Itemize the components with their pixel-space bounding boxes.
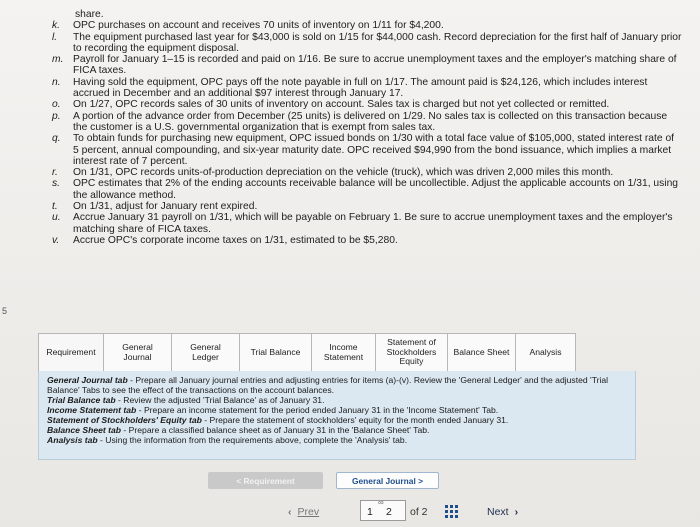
chevron-right-icon: › — [514, 506, 519, 518]
requirement-letter: v. — [52, 234, 60, 246]
page-number-1[interactable]: 1 — [367, 506, 373, 518]
tab-balance-sheet[interactable]: Balance Sheet — [448, 333, 516, 372]
instruction-line — [47, 435, 627, 445]
next-tab-button[interactable]: General Journal > — [336, 472, 439, 489]
requirement-item — [52, 54, 682, 77]
instruction-label: Statement of Stockholders' Equity tab — [47, 415, 202, 425]
requirements-lead: share. — [75, 9, 104, 20]
requirement-letter: u. — [52, 212, 61, 224]
instruction-line — [47, 395, 627, 405]
tab-analysis[interactable]: Analysis — [516, 333, 576, 372]
requirement-item — [52, 99, 682, 110]
requirement-item — [52, 77, 682, 100]
requirement-text: Accrue OPC's corporate income taxes on 1/31, estimated to be $5,280. — [73, 234, 398, 246]
requirement-text: Payroll for January 1–15 is recorded and paid on 1/16. Be sure to accrue unemployment taxes and the employer's matching share of FICA taxes. — [73, 54, 677, 77]
instruction-label: Analysis tab — [47, 435, 98, 445]
requirement-item — [52, 167, 682, 178]
requirement-letter: s. — [52, 178, 61, 190]
prev-label: Prev — [297, 506, 320, 518]
instruction-line — [47, 405, 627, 415]
instruction-label: Income Statement tab — [47, 405, 137, 415]
requirements-list — [52, 9, 682, 246]
previous-tab-button[interactable]: < Requirement — [208, 472, 323, 489]
requirement-item — [52, 201, 682, 212]
tab-requirement[interactable]: Requirement — [38, 333, 104, 372]
instructions-panel — [38, 371, 636, 460]
requirement-text: A portion of the advance order from December (25 units) is delivered on 1/29. No sales tax is collected on this transaction because the customer is a U.S. governmental organization that is exempt from sales tax. — [73, 110, 668, 133]
instruction-label: Balance Sheet tab — [47, 425, 122, 435]
requirement-letter: p. — [52, 110, 61, 122]
requirement-letter: r. — [52, 167, 58, 179]
instruction-label: General Journal tab — [47, 375, 128, 385]
requirement-text: Having sold the equipment, OPC pays off the note payable in full on 1/17. The amount paid is $24,126, which includes interest accrued in December and an additional $97 interest through January 17. — [73, 76, 648, 100]
instruction-text: - Prepare the statement of stockholders' equity for the month ended January 31. — [201, 415, 509, 425]
grid-icon[interactable] — [445, 505, 458, 518]
requirement-letter: k. — [52, 20, 61, 32]
requirement-letter: n. — [52, 76, 61, 88]
requirement-letter: m. — [52, 54, 64, 66]
link-icon: ∞ — [378, 498, 384, 507]
requirement-item — [52, 32, 682, 55]
instruction-text: - Using the information from the requirements above, complete the 'Analysis' tab. — [97, 435, 408, 445]
instruction-text: - Prepare a classified balance sheet as of January 31 in the 'Balance Sheet' Tab. — [121, 425, 430, 435]
instruction-text: - Review the adjusted 'Trial Balance' as of January 31. — [115, 395, 325, 405]
requirement-items — [52, 20, 682, 246]
requirement-item — [52, 178, 682, 201]
page-selector[interactable] — [360, 500, 406, 521]
requirement-text: Accrue January 31 payroll on 1/31, which will be payable on February 1. Be sure to accrue unemployment taxes and the employer's matching share of FICA taxes. — [73, 212, 673, 235]
requirement-letter: t. — [52, 201, 58, 213]
instruction-label: Trial Balance tab — [47, 395, 116, 405]
prev-button[interactable] — [288, 506, 319, 518]
requirement-letter: o. — [52, 99, 61, 111]
page-number-2[interactable]: 2 — [386, 506, 392, 518]
next-button[interactable] — [487, 506, 518, 518]
next-label: Next — [487, 506, 509, 518]
page-count: of 2 — [410, 506, 428, 518]
pager — [0, 500, 700, 526]
requirement-item — [52, 235, 682, 246]
instruction-line — [47, 415, 627, 425]
requirement-text: On 1/31, OPC records units-of-production depreciation on the vehicle (truck), which was driven 2,000 miles this month. — [73, 167, 614, 179]
requirement-letter: l. — [52, 31, 58, 43]
requirement-text: On 1/31, adjust for January rent expired. — [73, 201, 258, 213]
requirement-item — [52, 133, 682, 167]
requirement-letter: q. — [52, 133, 61, 145]
tab-general-ledger[interactable]: General Ledger — [172, 333, 240, 372]
instruction-line — [47, 375, 627, 395]
requirement-item — [52, 20, 682, 31]
requirement-text: The equipment purchased last year for $43,000 is sold on 1/15 for $44,000 cash. Record depreciation for the first half of January prior to recording the equipment disposal. — [73, 31, 682, 54]
requirement-text: On 1/27, OPC records sales of 30 units of inventory on account. Sales tax is charged but not yet collected or remitted. — [73, 99, 610, 111]
instruction-text: - Prepare an income statement for the period ended January 31 in the 'Income Statement' Tab. — [136, 405, 499, 415]
tab-general-journal[interactable]: General Journal — [104, 333, 172, 372]
instruction-text: - Prepare all January journal entries and adjusting entries for items (a)-(v). Review the 'General Ledger' and the adjusted 'Trial Balance' Tabs to see the effect of the transactions on the account balances. — [47, 375, 609, 395]
requirement-text: To obtain funds for purchasing new equipment, OPC issued bonds on 1/30 with a total face value of $105,000, stated interest rate of 5 percent, annual compounding, and six-year maturity date. OPC received $94,990 from the bond issuance, which implies a market interest rate of 7 percent. — [73, 133, 675, 167]
requirement-item — [52, 212, 682, 235]
tab-income-statement[interactable]: Income Statement — [312, 333, 376, 372]
tab-bar — [38, 333, 576, 372]
requirement-text: OPC purchases on account and receives 70 units of inventory on 1/11 for $4,200. — [73, 20, 444, 32]
requirement-text: OPC estimates that 2% of the ending accounts receivable balance will be uncollectible. Adjust the applicable accounts on 1/31, using the allowance method. — [73, 178, 679, 201]
instruction-line — [47, 425, 627, 435]
margin-mark: 5 — [2, 306, 8, 316]
tab-statement-of-stockholders-equity[interactable]: Statement of Stockholders Equity — [376, 333, 448, 372]
chevron-left-icon: ‹ — [288, 506, 292, 518]
requirement-item — [52, 111, 682, 134]
tab-navigation — [0, 472, 700, 490]
tab-trial-balance[interactable]: Trial Balance — [240, 333, 312, 372]
